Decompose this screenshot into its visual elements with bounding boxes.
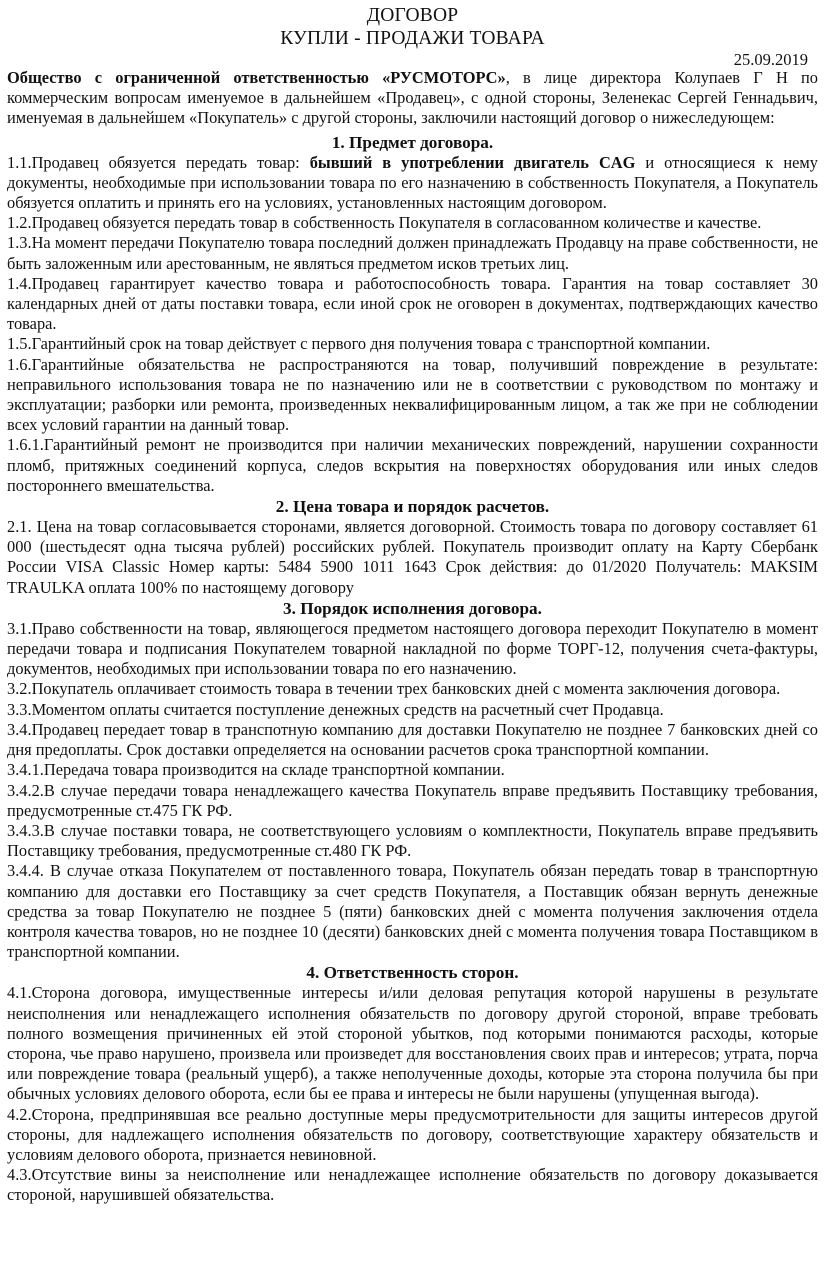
clause-1-1-text-a: 1.1.Продавец обязуется передать товар:: [7, 152, 310, 172]
clause-4-3: 4.3.Отсутствие вины за неисполнение или ненадлежащее исполнение обязательств по договору доказывается стороной, нарушившей обязательства.: [7, 1165, 818, 1205]
clause-1-3: 1.3.На момент передачи Покупателю товара последний должен принадлежать Продавцу на праве собственности, не быть заложенным или арестованным, не являться предметом исков третьих лиц.: [7, 233, 818, 273]
clause-1-1: [7, 153, 818, 214]
clause-3-4-2: 3.4.2.В случае передачи товара ненадлежащего качества Покупатель вправе предъявить Поставщику требования, предусмотренные ст.475 ГК РФ.: [7, 780, 818, 820]
clause-3-4: 3.4.Продавец передает товар в транспотную компанию для доставки Покупателю не позднее 7 банковских дней со дня предоплаты. Срок доставки определяется на основании расчетов срока транспортной компании.: [7, 719, 818, 760]
section-3-heading: 3. Порядок исполнения договора.: [283, 598, 542, 618]
clause-1-4: 1.4.Продавец гарантирует качество товара и работоспособность товара. Гарантия на товар составляет 30 календарных дней от даты поставки товара, если иной срок не оговорен в документах, подтверждающих качество товара.: [7, 273, 818, 334]
clause-2-1: 2.1. Цена на товар согласовывается сторонами, является договорной. Стоимость товара по договору составляет 61 000 (шестьдесят одна тысяча рублей) российских рублей. Покупатель производит оплату на Карту Сбербанк России VISA Classic Номер карты: 5484 5900 1011 1643 Срок действия: до 01/2020 Получатель: MAKSIM TRAULKA оплата 100% по настоящему договору: [7, 517, 818, 597]
contract-title: ДОГОВОР: [366, 5, 459, 26]
clause-1-6: 1.6.Гарантийные обязательства не распространяются на товар, получивший повреждение в результате: неправильного использования товара не по назначению или не в соответствии с руководством по монтажу и эксплуатации; разборки или ремонта, произведенных неквалифицированным лицом, а так же при не соблюдении всех условий гарантии на данный товар.: [7, 354, 818, 435]
clause-1-1-text-b: и относящиеся к нему документы, необходимые при использовании товара по его назначению в собственность Покупателя, а Покупатель обязуется оплатить и принять его на условиях, установленных настоящим договором.: [7, 152, 818, 213]
clause-1-6-1: 1.6.1.Гарантийный ремонт не производится при наличии механических повреждений, нарушении сохранности пломб, притяжных соединений корпуса, следов вскрытия на поверхностях оборудования или иных следов постороннего вмешательства.: [7, 435, 818, 495]
contract-subtitle: КУПЛИ - ПРОДАЖИ ТОВАРА: [280, 28, 545, 49]
intro-paragraph: [7, 68, 818, 129]
clause-3-2: 3.2.Покупатель оплачивает стоимость товара в течении трех банковских дней с момента заключения договора.: [7, 679, 781, 699]
clause-3-4-3: 3.4.3.В случае поставки товара, не соответствующего условиям о комплектности, Покупатель вправе предъявить Поставщику требования, предусмотренные ст.480 ГК РФ.: [7, 820, 818, 861]
section-4-heading: 4. Ответственность сторон.: [306, 963, 519, 983]
clause-4-2: 4.2.Сторона, предпринявшая все реально доступные меры предусмотрительности для защиты интересов другой стороны, для надлежащего исполнения обязательств по договору, соответствующие характеру обязательств и условиям делового оборота, признается невиновной.: [7, 1104, 818, 1164]
clause-1-2: 1.2.Продавец обязуется передать товар в собственность Покупателя в согласованном количестве и качестве.: [7, 213, 762, 233]
seller-company-name: Общество с ограниченной ответственностью «РУСМОТОРС»: [7, 68, 506, 87]
section-1-heading: 1. Предмет договора.: [331, 132, 494, 152]
contract-date: 25.09.2019: [733, 50, 808, 69]
product-name: бывший в употреблении двигатель CAG: [309, 152, 636, 172]
clause-3-1: 3.1.Право собственности на товар, являющегося предметом настоящего договора переходит Покупателю в момент передачи товара и подписания Покупателем товарной накладной по форме ТОРГ-12, получения счета-фактуры, документов, необходимых при использовании товара по его назначению.: [7, 618, 818, 679]
clause-3-4-4: 3.4.4. В случае отказа Покупателем от поставленного товара, Покупатель обязан передать товар в транспортную компанию для доставки его Поставщику за счет средств Покупателя, а Поставщик обязан вернуть денежные средства за товар Покупателю не позднее 5 (пяти) банковских дней с момента получения заключения отдела контроля качества товаров, но не позднее 10 (десяти) банковских дней с момента получения товара Поставщиком в транспортной компании.: [7, 861, 818, 962]
clause-3-3: 3.3.Моментом оплаты считается поступление денежных средств на расчетный счет Продавца.: [7, 699, 664, 719]
clause-1-5: 1.5.Гарантийный срок на товар действует с первого дня получения товара с транспортной компании.: [7, 334, 711, 354]
clause-3-4-1: 3.4.1.Передача товара производится на складе транспортной компании.: [7, 760, 505, 780]
intro-text: , в лице директора Колупаев Г Н по коммерческим вопросам именуемое в дальнейшем «Продавец», с одной стороны, Зеленекас Сергей Геннадьвич, именуемая в дальнейшем «Покупатель» с другой стороны, заключили настоящий договор о нижеследующем:: [7, 68, 818, 128]
section-2-heading: 2. Цена товара и порядок расчетов.: [275, 497, 550, 517]
clause-4-1: 4.1.Сторона договора, имущественные интересы и/или деловая репутация которой нарушены в результате неисполнения или ненадлежащего исполнения обязательств по договору другой стороной, вправе требовать полного возмещения причиненных ей этой стороной убытков, под которыми понимаются расходы, которые сторона, чье право нарушено, произвела или произведет для восстановления своих прав и интересов; утрата, порча или повреждение товара (реальный ущерб), а также неполученные доходы, которые эта сторона получила бы при обычных условиях делового оборота, если бы ее права и интересы не были нарушены (упущенная выгода).: [7, 983, 818, 1104]
